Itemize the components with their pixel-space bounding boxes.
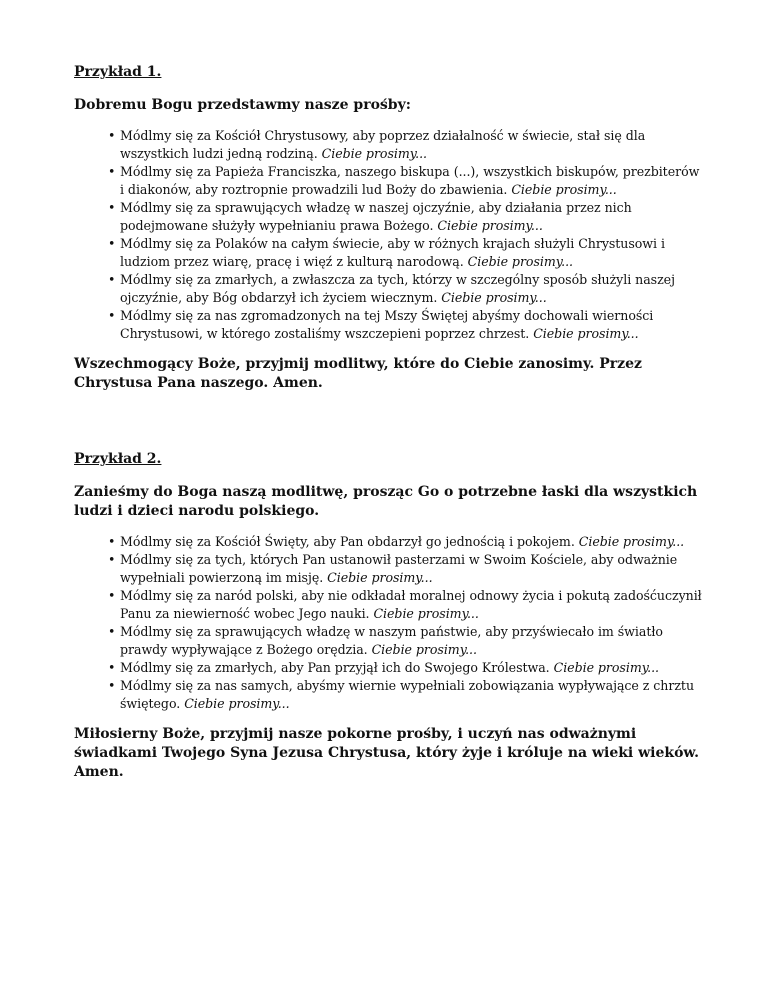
prayer-text: Módlmy się za sprawujących władzę w naszej ojczyźnie, aby działania przez nich podejmowane służyły wypełnianiu prawa Bożego. <box>120 200 632 233</box>
prayer-item <box>108 199 702 235</box>
prayer-list <box>74 127 702 343</box>
prayer-item <box>108 623 702 659</box>
prayer-item <box>108 659 702 677</box>
prayer-response: Ciebie prosimy... <box>184 696 290 711</box>
prayer-item <box>108 163 702 199</box>
example-2 <box>74 449 702 782</box>
prayer-response: Ciebie prosimy... <box>441 290 547 305</box>
prayer-item <box>108 127 702 163</box>
prayer-text: Módlmy się za naród polski, aby nie odkładał moralnej odnowy życia i pokutą zadośćuczynił Panu za niewierność wobec Jego nauki. <box>120 588 702 621</box>
section-spacer <box>74 393 702 449</box>
prayer-response: Ciebie prosimy... <box>327 570 433 585</box>
prayer-text: Módlmy się za nas zgromadzonych na tej Mszy Świętej abyśmy dochowali wierności Chrystusowi, w którego zostaliśmy wszczepieni poprzez chrzest. <box>120 308 654 341</box>
prayer-response: Ciebie prosimy... <box>321 146 427 161</box>
prayer-item <box>108 677 702 713</box>
prayer-item <box>108 235 702 271</box>
example-intro: Zanieśmy do Boga naszą modlitwę, prosząc Go o potrzebne łaski dla wszystkich ludzi i dzieci narodu polskiego. <box>74 484 698 519</box>
closing-prayer: Miłosierny Boże, przyjmij nasze pokorne prośby, i uczyń nas odważnymi świadkami Twojego Syna Jezusa Chrystusa, który żyje i króluje na wieki wieków. Amen. <box>74 726 699 780</box>
prayer-text: Módlmy się za zmarłych, a zwłaszcza za tych, którzy w szczególny sposób służyli naszej ojczyźnie, aby Bóg obdarzył ich życiem wiecznym. <box>120 272 675 305</box>
prayer-item <box>108 307 702 343</box>
prayer-response: Ciebie prosimy... <box>578 534 685 549</box>
prayer-response: Ciebie prosimy... <box>467 254 573 269</box>
prayer-list <box>74 533 702 713</box>
prayer-text: Módlmy się za Papieża Franciszka, naszego biskupa (...), wszystkich biskupów, prezbiterów i diakonów, aby roztropnie prowadzili lud Boży do zbawienia. <box>120 164 700 197</box>
prayer-item <box>108 551 702 587</box>
example-intro: Dobremu Bogu przedstawmy nasze prośby: <box>74 97 411 113</box>
prayer-text: Módlmy się za zmarłych, aby Pan przyjął ich do Swojego Królestwa. <box>120 660 550 675</box>
prayer-text: Módlmy się za Kościół Chrystusowy, aby poprzez działalność w świecie, stał się dla wszystkich ludzi jedną rodziną. <box>120 128 646 161</box>
prayer-item <box>108 587 702 623</box>
example-heading: Przykład 2. <box>74 451 162 467</box>
prayer-response: Ciebie prosimy... <box>373 606 479 621</box>
prayer-text: Módlmy się za nas samych, abyśmy wiernie wypełniali zobowiązania wypływające z chrztu świętego. <box>120 678 694 711</box>
prayer-response: Ciebie prosimy... <box>553 660 659 675</box>
example-heading: Przykład 1. <box>74 64 162 80</box>
prayer-item <box>108 271 702 307</box>
prayer-response: Ciebie prosimy... <box>533 326 639 341</box>
prayer-text: Módlmy się za Polaków na całym świecie, aby w różnych krajach służyli Chrystusowi i ludziom przez wiarę, pracę i więź z kulturą narodową. <box>120 236 665 269</box>
prayer-response: Ciebie prosimy... <box>371 642 477 657</box>
document-page <box>74 62 702 782</box>
closing-prayer: Wszechmogący Boże, przyjmij modlitwy, które do Ciebie zanosimy. Przez Chrystusa Pana naszego. Amen. <box>74 356 642 391</box>
prayer-response: Ciebie prosimy... <box>511 182 617 197</box>
prayer-text: Módlmy się za Kościół Święty, aby Pan obdarzył go jednością i pokojem. <box>120 534 575 549</box>
prayer-text: Módlmy się za sprawujących władzę w naszym państwie, aby przyświecało im światło prawdy wypływające z Bożego orędzia. <box>120 624 663 657</box>
example-1 <box>74 62 702 393</box>
prayer-item <box>108 533 702 551</box>
prayer-text: Módlmy się za tych, których Pan ustanowił pasterzami w Swoim Kościele, aby odważnie wypełniali powierzoną im misję. <box>120 552 678 585</box>
prayer-response: Ciebie prosimy... <box>437 218 543 233</box>
